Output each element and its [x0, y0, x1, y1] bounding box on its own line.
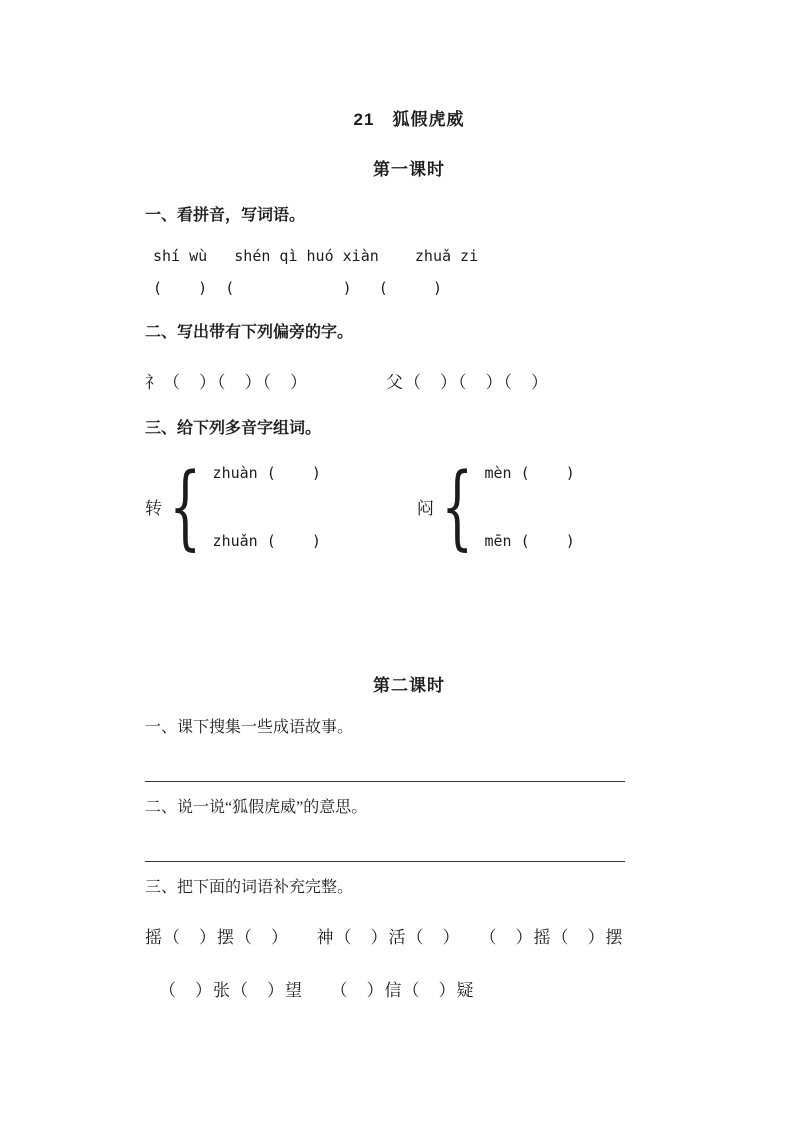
polyphone-option-top: mèn ( ): [484, 463, 575, 482]
s2-q3-fill-line-2: （ ）张（ ）望 （ ）信（ ）疑: [159, 981, 475, 1001]
polyphone-options: [484, 464, 574, 550]
s1-q1-title: 一、看拼音，写词语。: [145, 207, 306, 224]
brace-glyph: {: [441, 452, 474, 560]
polyphone-options: [213, 464, 321, 550]
s2-q2-title: 二、说一说“狐假虎威”的意思。: [145, 798, 368, 816]
polyphone-option-top: zhuàn ( ): [212, 463, 321, 482]
session1-heading: 第一课时: [373, 160, 445, 179]
polyphone-option-bottom: mēn ( ): [484, 531, 575, 550]
radical-group-shi: 礻（ ）（ ）（ ）: [145, 373, 308, 393]
brace-glyph: {: [169, 452, 202, 560]
polyphone-char-men: 闷: [416, 499, 434, 519]
answer-line: [145, 861, 625, 862]
polyphone-group-men: [416, 452, 575, 560]
s2-q3-fill-line-1: 摇（ ）摆（ ） 神（ ）活（ ） （ ）摇（ ）摆: [145, 928, 624, 948]
s1-q3-title: 三、给下列多音字组词。: [145, 420, 322, 438]
lesson-title: 21 狐假虎威: [353, 110, 465, 129]
session2-heading: 第二课时: [373, 675, 445, 695]
polyphone-option-bottom: zhuǎn ( ): [212, 531, 321, 550]
s1-q3-polyphone-row: [145, 452, 673, 560]
s1-q2-title: 二、写出带有下列偏旁的字。: [145, 324, 354, 342]
radical-group-fu: 父（ ）（ ）（ ）: [386, 373, 549, 393]
s2-q3-title: 三、把下面的词语补充完整。: [145, 878, 354, 896]
s2-q1-title: 一、课下搜集一些成语故事。: [145, 718, 354, 736]
s1-q1-pinyin: shí wù shén qì huó xiàn zhuǎ zi: [153, 247, 479, 266]
s1-q1-answer-blanks: ( ) ( ) ( ): [153, 279, 442, 298]
answer-line: [145, 781, 625, 782]
s1-q2-radicals-row: [145, 368, 673, 393]
polyphone-char-zhuan: 转: [145, 499, 162, 519]
polyphone-group-zhuan: [145, 452, 321, 560]
